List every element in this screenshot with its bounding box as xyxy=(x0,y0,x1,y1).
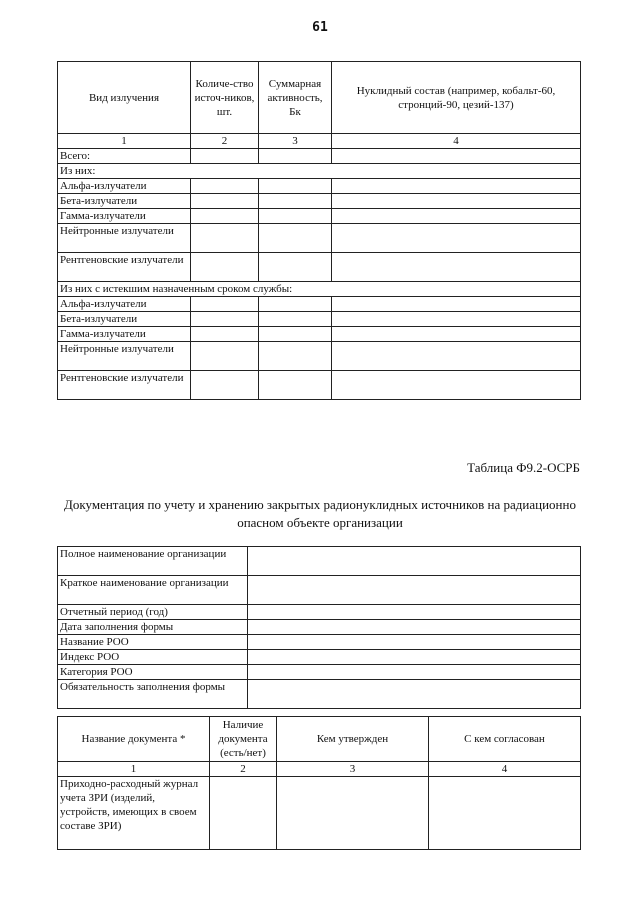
field-value xyxy=(248,680,581,709)
column-number: 2 xyxy=(191,134,259,149)
column-number: 2 xyxy=(210,762,277,777)
empty-cell xyxy=(259,297,332,312)
document-title: Документация по учету и хранению закрытых радионуклидных источников на радиационно опасном объекте организации xyxy=(64,497,576,530)
header-source-count: Количе-ство источ-ников, шт. xyxy=(191,62,259,134)
empty-cell xyxy=(191,224,259,253)
column-number: 3 xyxy=(259,134,332,149)
empty-cell xyxy=(259,312,332,327)
row-label: Гамма-излучатели xyxy=(58,209,191,224)
empty-cell xyxy=(277,777,429,850)
table-row xyxy=(58,777,581,850)
field-label: Название РОО xyxy=(58,635,248,650)
row-label: Рентгеновские излучатели xyxy=(58,253,191,282)
header-total-activity: Суммарная активность, Бк xyxy=(259,62,332,134)
field-label: Отчетный период (год) xyxy=(58,605,248,620)
field-label: Категория РОО xyxy=(58,665,248,680)
empty-cell xyxy=(332,253,581,282)
empty-cell xyxy=(191,297,259,312)
column-number: 1 xyxy=(58,762,210,777)
empty-cell xyxy=(259,194,332,209)
header-approved-by: Кем утвержден xyxy=(277,717,429,762)
empty-cell xyxy=(191,327,259,342)
field-value xyxy=(248,620,581,635)
row-label: Альфа-излучатели xyxy=(58,297,191,312)
column-number: 4 xyxy=(429,762,581,777)
documents-table xyxy=(57,716,581,850)
table-row xyxy=(58,164,581,179)
empty-cell xyxy=(259,327,332,342)
empty-cell xyxy=(259,371,332,400)
empty-cell xyxy=(191,371,259,400)
empty-cell xyxy=(332,149,581,164)
empty-cell xyxy=(259,209,332,224)
section-label: Из них: xyxy=(58,164,581,179)
empty-cell xyxy=(210,777,277,850)
table-row xyxy=(58,253,581,282)
header-radiation-type: Вид излучения xyxy=(58,62,191,134)
column-number: 4 xyxy=(332,134,581,149)
field-value xyxy=(248,635,581,650)
empty-cell xyxy=(332,179,581,194)
empty-cell xyxy=(259,179,332,194)
empty-cell xyxy=(332,194,581,209)
table-row xyxy=(58,312,581,327)
table-row xyxy=(58,620,581,635)
page-number: 61 xyxy=(312,20,328,35)
row-label: Бета-излучатели xyxy=(58,194,191,209)
table-row xyxy=(58,547,581,576)
field-label: Индекс РОО xyxy=(58,650,248,665)
field-label: Обязательность заполнения формы xyxy=(58,680,248,709)
field-value xyxy=(248,605,581,620)
table-row xyxy=(58,179,581,194)
empty-cell xyxy=(332,327,581,342)
row-label: Гамма-излучатели xyxy=(58,327,191,342)
table-row xyxy=(58,282,581,297)
column-number: 1 xyxy=(58,134,191,149)
empty-cell xyxy=(191,149,259,164)
organization-info-table xyxy=(57,546,581,709)
empty-cell xyxy=(191,253,259,282)
empty-cell xyxy=(429,777,581,850)
table-row xyxy=(58,635,581,650)
table-row xyxy=(58,224,581,253)
field-value xyxy=(248,650,581,665)
header-nuclide-composition: Нуклидный состав (например, кобальт-60, стронций-90, цезий-137) xyxy=(332,62,581,134)
row-label: Бета-излучатели xyxy=(58,312,191,327)
field-label: Краткое наименование организации xyxy=(58,576,248,605)
table-row xyxy=(58,680,581,709)
document-name: Приходно-расходный журнал учета ЗРИ (изделий, устройств, имеющих в своем составе ЗРИ) xyxy=(58,777,210,850)
field-value xyxy=(248,547,581,576)
empty-cell xyxy=(259,149,332,164)
table-row xyxy=(58,194,581,209)
row-label: Нейтронные излучатели xyxy=(58,342,191,371)
field-label: Полное наименование организации xyxy=(58,547,248,576)
table-row xyxy=(58,605,581,620)
empty-cell xyxy=(332,312,581,327)
header-agreed-with: С кем согласован xyxy=(429,717,581,762)
empty-cell xyxy=(191,312,259,327)
row-label: Рентгеновские излучатели xyxy=(58,371,191,400)
field-label: Дата заполнения формы xyxy=(58,620,248,635)
row-label: Нейтронные излучатели xyxy=(58,224,191,253)
empty-cell xyxy=(191,342,259,371)
empty-cell xyxy=(332,224,581,253)
row-label: Всего: xyxy=(58,149,191,164)
table-caption: Таблица Ф9.2-ОСРБ xyxy=(467,460,580,475)
table-row xyxy=(58,665,581,680)
field-value xyxy=(248,665,581,680)
table-row xyxy=(58,209,581,224)
field-value xyxy=(248,576,581,605)
empty-cell xyxy=(191,194,259,209)
empty-cell xyxy=(259,342,332,371)
radiation-sources-table xyxy=(57,61,581,400)
table-row xyxy=(58,576,581,605)
row-label: Альфа-излучатели xyxy=(58,179,191,194)
empty-cell xyxy=(332,209,581,224)
table-row xyxy=(58,650,581,665)
table-row xyxy=(58,342,581,371)
empty-cell xyxy=(191,179,259,194)
header-document-name: Название документа * xyxy=(58,717,210,762)
table-row xyxy=(58,327,581,342)
empty-cell xyxy=(259,224,332,253)
empty-cell xyxy=(332,297,581,312)
header-document-presence: Наличие документа (есть/нет) xyxy=(210,717,277,762)
empty-cell xyxy=(259,253,332,282)
empty-cell xyxy=(191,209,259,224)
table-row xyxy=(58,149,581,164)
table-row xyxy=(58,371,581,400)
section-label: Из них с истекшим назначенным сроком службы: xyxy=(58,282,581,297)
empty-cell xyxy=(332,342,581,371)
empty-cell xyxy=(332,371,581,400)
column-number: 3 xyxy=(277,762,429,777)
table-row xyxy=(58,297,581,312)
